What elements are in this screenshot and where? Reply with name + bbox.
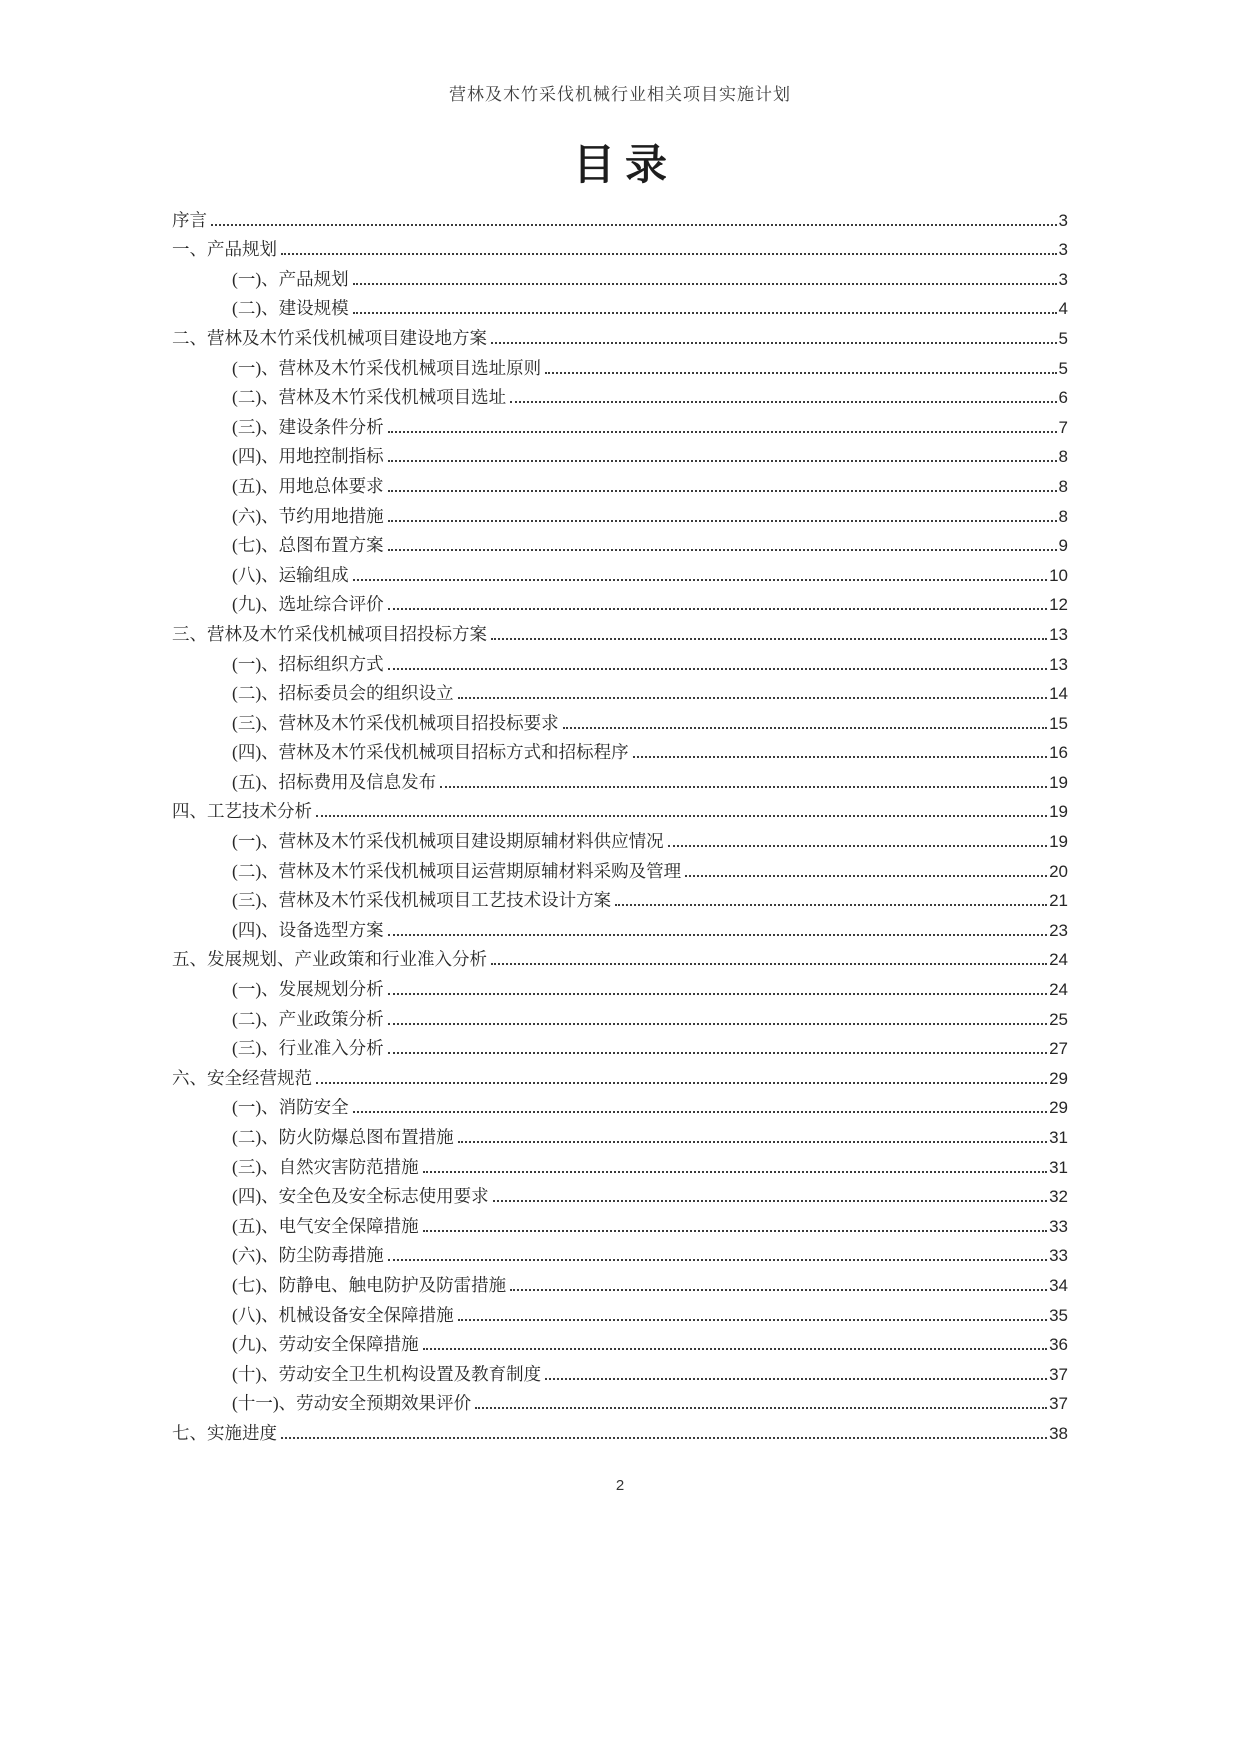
toc-leader-dots: [353, 312, 1057, 314]
toc-entry-label: 三、营林及木竹采伐机械项目招投标方案: [172, 623, 487, 644]
toc-entry[interactable]: [172, 1000, 1068, 1030]
toc-entry-page: 37: [1049, 1364, 1068, 1384]
toc-entry-label: 四、工艺技术分析: [172, 801, 312, 822]
toc-entry-page: 12: [1049, 595, 1068, 615]
toc-entry-page: 33: [1049, 1216, 1068, 1236]
toc-entry-label: (二)、产业政策分析: [232, 1008, 384, 1029]
toc-leader-dots: [491, 638, 1047, 640]
toc-entry-label: (四)、安全色及安全标志使用要求: [232, 1186, 489, 1207]
toc-entry[interactable]: [172, 882, 1068, 912]
toc-leader-dots: [458, 1141, 1047, 1143]
document-header-title: 营林及木竹采伐机械行业相关项目实施计划: [449, 85, 791, 104]
toc-entry-page: 7: [1058, 417, 1068, 437]
toc-leader-dots: [440, 786, 1047, 788]
toc-entry-label: (十一)、劳动安全预期效果评价: [232, 1393, 472, 1414]
toc-leader-dots: [388, 1052, 1047, 1054]
toc-entry-page: 38: [1049, 1423, 1068, 1443]
toc-entry-label: (七)、防静电、触电防护及防雷措施: [232, 1274, 507, 1295]
toc-entry-page: 20: [1049, 861, 1068, 881]
toc-entry-page: 32: [1049, 1187, 1068, 1207]
toc-entry[interactable]: [172, 645, 1068, 675]
toc-entry-label: (一)、招标组织方式: [232, 653, 384, 674]
toc-entry-page: 3: [1058, 240, 1068, 260]
toc-entry-page: 3: [1058, 210, 1068, 230]
toc-leader-dots: [545, 1378, 1047, 1380]
toc-entry-page: 24: [1049, 950, 1068, 970]
toc-entry-label: 一、产品规划: [172, 239, 277, 260]
toc-entry-page: 23: [1049, 920, 1068, 940]
toc-entry-label: 二、营林及木竹采伐机械项目建设地方案: [172, 327, 487, 348]
toc-leader-dots: [493, 1200, 1047, 1202]
toc-entry-label: (三)、营林及木竹采伐机械项目招投标要求: [232, 712, 559, 733]
toc-entry[interactable]: [172, 1148, 1068, 1178]
toc-leader-dots: [388, 490, 1057, 492]
page-number-footer: 2: [615, 1477, 625, 1494]
toc-leader-dots: [316, 815, 1047, 817]
toc-entry-label: (六)、防尘防毒措施: [232, 1245, 384, 1266]
toc-entry[interactable]: [172, 1296, 1068, 1326]
toc-entry-page: 31: [1049, 1128, 1068, 1147]
toc-entry[interactable]: [172, 675, 1068, 705]
toc-leader-dots: [388, 1023, 1047, 1025]
toc-leader-dots: [458, 697, 1047, 699]
toc-leader-dots: [388, 549, 1057, 551]
toc-entry-page: 27: [1049, 1039, 1068, 1059]
toc-entry[interactable]: [172, 970, 1068, 1000]
toc-entry[interactable]: [172, 1237, 1068, 1267]
toc-entry[interactable]: [172, 1414, 1068, 1444]
toc-entry[interactable]: [172, 1059, 1068, 1089]
toc-entry-label: (五)、招标费用及信息发布: [232, 771, 437, 792]
toc-leader-dots: [423, 1348, 1047, 1350]
toc-entry[interactable]: [172, 408, 1068, 438]
toc-leader-dots: [458, 1319, 1047, 1321]
toc-entry-page: 37: [1049, 1394, 1068, 1414]
toc-entry[interactable]: [172, 793, 1068, 823]
toc-leader-dots: [388, 608, 1047, 610]
toc-entry-label: (四)、设备选型方案: [232, 919, 384, 940]
toc-leader-dots: [281, 253, 1057, 255]
toc-entry[interactable]: [172, 1030, 1068, 1060]
toc-entry[interactable]: [172, 260, 1068, 290]
toc-entry-page: 35: [1049, 1305, 1068, 1325]
toc-leader-dots: [545, 372, 1056, 374]
toc-entry[interactable]: [172, 1266, 1068, 1296]
toc-entry[interactable]: [172, 763, 1068, 793]
toc-entry[interactable]: [172, 379, 1068, 409]
toc-entry-label: (八)、机械设备安全保障措施: [232, 1304, 454, 1325]
toc-entry[interactable]: [172, 941, 1068, 971]
toc-entry-page: 19: [1049, 832, 1068, 852]
toc-entry-label: (三)、行业准入分析: [232, 1038, 384, 1059]
toc-entry-label: (一)、营林及木竹采伐机械项目建设期原辅材料供应情况: [232, 831, 664, 852]
toc-entry-label: 六、安全经营规范: [172, 1067, 312, 1088]
toc-entry[interactable]: [172, 1355, 1068, 1385]
toc-entry[interactable]: [172, 527, 1068, 557]
toc-entry-page: 29: [1049, 1068, 1068, 1088]
toc-entry-label: (三)、建设条件分析: [232, 416, 384, 437]
toc-entry-label: (一)、产品规划: [232, 268, 349, 289]
toc-entry[interactable]: [172, 615, 1068, 645]
toc-entry-label: (七)、总图布置方案: [232, 535, 384, 556]
toc-leader-dots: [491, 342, 1057, 344]
toc-leader-dots: [615, 904, 1047, 906]
toc-entry-label: (三)、自然灾害防范措施: [232, 1156, 419, 1177]
toc-entry-page: 31: [1049, 1157, 1068, 1177]
toc-entry[interactable]: [172, 349, 1068, 379]
toc-entry-label: (二)、招标委员会的组织设立: [232, 683, 454, 704]
toc-entry-label: (九)、选址综合评价: [232, 594, 384, 615]
toc-entry-page: 8: [1058, 476, 1068, 496]
toc-leader-dots: [510, 1289, 1047, 1291]
toc-leader-dots: [211, 224, 1057, 226]
toc-entry[interactable]: [172, 586, 1068, 616]
toc-entry-page: 15: [1049, 713, 1068, 733]
toc-entry-page: 34: [1049, 1275, 1068, 1295]
toc-entry[interactable]: [172, 822, 1068, 852]
toc-leader-dots: [353, 283, 1057, 285]
toc-entry-label: (二)、建设规模: [232, 298, 349, 319]
toc-entry-page: 9: [1058, 536, 1068, 556]
toc-entry-label: (四)、用地控制指标: [232, 446, 384, 467]
toc-entry-page: 10: [1049, 565, 1068, 585]
toc-leader-dots: [388, 993, 1047, 995]
toc-entry-page: 13: [1049, 654, 1068, 674]
toc-leader-dots: [353, 1111, 1047, 1113]
toc-title: 目录: [572, 143, 677, 189]
toc-entry-label: (四)、营林及木竹采伐机械项目招标方式和招标程序: [232, 742, 629, 763]
toc-entry-label: (六)、节约用地措施: [232, 505, 384, 526]
toc-leader-dots: [388, 431, 1057, 433]
toc-entry[interactable]: [172, 1326, 1068, 1356]
toc-entry[interactable]: [172, 467, 1068, 497]
toc-list: [172, 201, 1068, 1444]
toc-entry-page: 21: [1049, 891, 1068, 911]
toc-entry[interactable]: [172, 734, 1068, 764]
toc-entry[interactable]: [172, 1118, 1068, 1148]
toc-entry-label: (五)、用地总体要求: [232, 475, 384, 496]
toc-entry-page: 19: [1049, 802, 1068, 822]
toc-entry[interactable]: [172, 1207, 1068, 1237]
toc-entry-page: 16: [1049, 743, 1068, 763]
toc-entry-label: (二)、营林及木竹采伐机械项目选址: [232, 387, 507, 408]
toc-entry-page: 19: [1049, 772, 1068, 792]
toc-entry-page: 13: [1049, 624, 1068, 644]
toc-leader-dots: [633, 756, 1047, 758]
toc-leader-dots: [388, 520, 1057, 522]
toc-entry-label: (一)、营林及木竹采伐机械项目选址原则: [232, 357, 542, 378]
toc-entry[interactable]: [172, 201, 1068, 231]
toc-entry[interactable]: [172, 497, 1068, 527]
toc-leader-dots: [388, 460, 1057, 462]
toc-entry[interactable]: [172, 1089, 1068, 1119]
toc-leader-dots: [281, 1437, 1047, 1439]
toc-entry[interactable]: [172, 290, 1068, 320]
toc-entry-label: (一)、消防安全: [232, 1097, 349, 1118]
toc-leader-dots: [316, 1082, 1047, 1084]
toc-entry-page: 8: [1058, 506, 1068, 526]
toc-leader-dots: [491, 963, 1047, 965]
toc-leader-dots: [388, 934, 1047, 936]
toc-entry-page: 4: [1058, 299, 1068, 319]
toc-entry-page: 6: [1058, 388, 1068, 408]
toc-entry[interactable]: [172, 852, 1068, 882]
toc-entry[interactable]: [172, 556, 1068, 586]
toc-entry-label: 五、发展规划、产业政策和行业准入分析: [172, 949, 487, 970]
toc-entry[interactable]: [172, 319, 1068, 349]
toc-entry-label: (五)、电气安全保障措施: [232, 1215, 419, 1236]
toc-entry-label: 序言: [172, 209, 207, 230]
toc-leader-dots: [475, 1407, 1047, 1409]
toc-leader-dots: [563, 727, 1047, 729]
toc-leader-dots: [423, 1230, 1047, 1232]
toc-entry[interactable]: [172, 1385, 1068, 1415]
toc-entry-page: 3: [1058, 269, 1068, 289]
toc-entry-label: (二)、营林及木竹采伐机械项目运营期原辅材料采购及管理: [232, 860, 682, 881]
toc-entry-label: (八)、运输组成: [232, 564, 349, 585]
toc-entry-label: (九)、劳动安全保障措施: [232, 1334, 419, 1355]
toc-leader-dots: [668, 845, 1047, 847]
toc-leader-dots: [510, 401, 1056, 403]
toc-entry[interactable]: [172, 231, 1068, 261]
toc-entry-label: (二)、防火防爆总图布置措施: [232, 1127, 454, 1147]
toc-entry-page: 25: [1049, 1009, 1068, 1029]
toc-entry-page: 8: [1058, 447, 1068, 467]
toc-leader-dots: [388, 1259, 1047, 1261]
toc-entry-page: 24: [1049, 980, 1068, 1000]
toc-entry[interactable]: [172, 704, 1068, 734]
toc-entry-label: (一)、发展规划分析: [232, 979, 384, 1000]
toc-entry-page: 29: [1049, 1098, 1068, 1118]
toc-entry[interactable]: [172, 1178, 1068, 1208]
toc-entry-page: 5: [1058, 328, 1068, 348]
toc-leader-dots: [388, 668, 1047, 670]
toc-entry[interactable]: [172, 911, 1068, 941]
toc-entry-label: (十)、劳动安全卫生机构设置及教育制度: [232, 1363, 542, 1384]
toc-entry-page: 33: [1049, 1246, 1068, 1266]
toc-leader-dots: [685, 875, 1047, 877]
toc-entry[interactable]: [172, 438, 1068, 468]
toc-entry-label: (三)、营林及木竹采伐机械项目工艺技术设计方案: [232, 890, 612, 911]
toc-entry-page: 36: [1049, 1335, 1068, 1355]
toc-leader-dots: [353, 579, 1047, 581]
toc-entry-page: 14: [1049, 684, 1068, 704]
toc-leader-dots: [423, 1171, 1047, 1173]
toc-entry-page: 5: [1058, 358, 1068, 378]
toc-entry-label: 七、实施进度: [172, 1422, 277, 1443]
